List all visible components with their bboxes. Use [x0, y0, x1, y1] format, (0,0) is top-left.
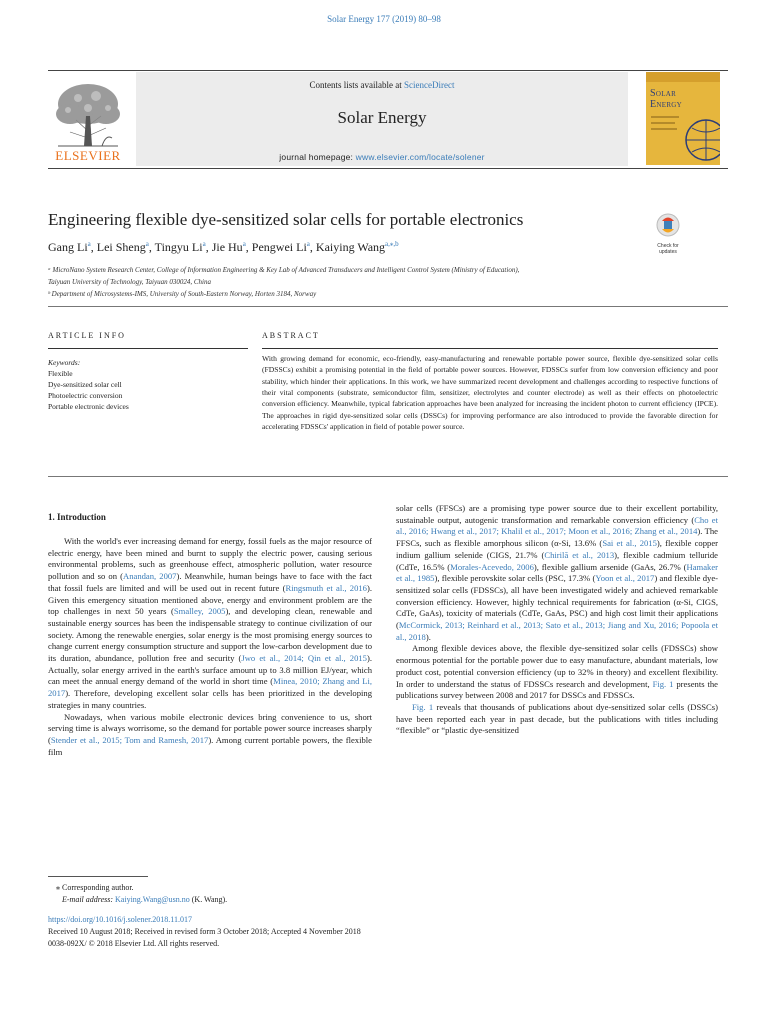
citation-link[interactable]: Hamaker et al., 1985	[396, 561, 718, 584]
affiliation-b: ᵇ Department of Microsystems-IMS, University of South-Eastern Norway, Horten 3184, Norway	[48, 290, 317, 298]
author-name[interactable]: Lei Sheng$^a$	[96, 240, 149, 254]
paragraph: Among flexible devices above, the flexible dye-sensitized solar cells (FDSSCs) show enormous potential for the portable power due to easy manufacture, abundant materials, low product cost, potential conversion efficiency (up to 32% in theory) and excellent flexibility. In order to understand the status of FDSSCs research and development, Fig. 1 presents the publications survey between 2008 and 2017 for DSSCs and FDSSCs.	[396, 643, 718, 701]
keyword-item: Portable electronic devices	[48, 402, 129, 411]
paragraph: solar cells (FFSCs) are a promising type power source due to their excellent portability, sustainable output, autogenic transformation and remarkable conversion efficiency (Cho et al., 2016; Hwang et al., 2017; Khalil et al., 2017; Moon et al., 2016; Zhang et al., 2014). The FFSCs, such as flexible amorphous silicon (α-Si, 13.6% (Sai et al., 2015), flexible copper indium gallium selenide (CIGS, 21.7% (Chirilă et al., 2013), flexible cadmium telluride (CdTe, 16.5% (Morales-Acevedo, 2006), flexible gallium arsenide (GaAs, 26.7% (Hamaker et al., 1985), flexible perovskite solar cells (PSC, 17.3% (Yoon et al., 2017) and flexible dye-sensitized solar cells (FDSSCs), all have been investigated widely and achieved remarkable conversion efficiency. However, highly technical requirements for fabrication (α-Si, CIGS, CdTe, GaAs), toxicity of materials (CdTe, GaAs, PSC) and high cost limit their applications (McCormick, 2013; Reinhard et al., 2013; Sato et al., 2013; Jiang and Xu, 2016; Popoola et al., 2018).	[396, 503, 719, 642]
citation-link[interactable]: Morales-Acevedo, 2006	[450, 561, 534, 572]
citation-link[interactable]: Cho et al., 2016; Hwang et al., 2017; Khalil et al., 2017; Moon et al., 2016; Zhang et al., 2014	[396, 514, 718, 537]
doi-and-dates	[48, 914, 361, 950]
cover-title-line1: Solar	[650, 88, 677, 99]
article-info-heading: ARTICLE INFO	[48, 331, 126, 340]
affiliation-a-line1: ᵃ MicroNano System Research Center, College of Information Engineering & Key Lab of Advanced Transducers and Intelligent Control System (Ministry of Education),	[48, 266, 520, 274]
abstract-text: With growing demand for economic, eco-friendly, easy-manufacturing and renewable portable power source, flexible dye-sensitized solar cells (FDSSCs) exhibit a promising potential in the field of portable power sources. However, FDSSCs surfer from low conversion efficiency and poor stability, which hinder their applications. In this work, we have summarized recent development and challenges according to respective functions of their vital components (substrate, semiconductor film, sensitizer, electrolytes and counter electrode) as well as their effects on photoelectric conversion efficiency. Meanwhile, typical fabrication approaches have been analyzed for increasing the incident photon to current efficiency (IPCE). The approaches in rigid dye-sensitized solar cells (DSSCs) for improving performance are also introduced to provide the favorable direction for accelerating FDSSCs' application in field of potable power source.	[262, 354, 718, 432]
doi-link[interactable]: https://doi.org/10.1016/j.solener.2018.11.017	[48, 915, 192, 924]
cover-text-line	[651, 128, 677, 130]
paragraph: Nowadays, when various mobile electronic devices bring convenience to us, short serving time is always worrisome, so the demand for portable power source increases sharply (Stender et al., 2015; Tom and Ramesh, 2017). Among current portable powers, the flexible film	[48, 711, 372, 757]
citation-link[interactable]: Sai et al., 2015	[602, 538, 657, 549]
author-name[interactable]: Kaiying Wang$^{a,⁎,b}$	[315, 240, 399, 254]
cover-text-line	[651, 116, 679, 118]
citation-link[interactable]: McCormick, 2013; Reinhard et al., 2013; Sato et al., 2013; Jiang and Xu, 2016; Popoola et al., 2018	[396, 620, 718, 642]
elsevier-wordmark: ELSEVIER	[55, 148, 121, 163]
author-name[interactable]: Pengwei Li$^a$	[251, 240, 310, 254]
journal-homepage-link[interactable]: www.elsevier.com/locate/solener	[355, 152, 485, 162]
footnote	[48, 882, 227, 906]
cover-globe-graphic	[682, 116, 720, 162]
contents-prefix: Contents lists available at	[309, 80, 402, 90]
body-column-left	[48, 536, 372, 758]
section-heading-introduction: 1. Introduction	[48, 512, 106, 522]
received-dates: Received 10 August 2018; Received in revised form 3 October 2018; Accepted 4 November 2018	[48, 927, 361, 936]
affiliation-a-line2: Taiyuan University of Technology, Taiyuan 030024, China	[48, 278, 211, 286]
abstract-rule-bottom	[48, 476, 728, 477]
title-block-rule	[48, 306, 728, 307]
check-updates-label: Check for updates	[657, 243, 679, 255]
citation-link[interactable]: Chirilă et al., 2013	[544, 549, 615, 560]
cover-top-strip	[646, 72, 720, 82]
journal-cover-thumbnail[interactable]	[646, 72, 720, 165]
author-list: Gang Li$^a$, Lei Sheng$^a$, Tingyu Li$^a$, Jie Hu$^a$, Pengwei Li$^a$, Kaiying Wang$^{a,⁎,b}$	[48, 240, 399, 254]
author-name[interactable]: Jie Hu$^a$	[211, 240, 246, 254]
keyword-item: Photoelectric conversion	[48, 391, 123, 400]
cover-title-line2: Energy	[650, 99, 683, 110]
figure-link[interactable]: Fig. 1	[652, 678, 674, 689]
keywords-block	[48, 357, 129, 412]
article-title: Engineering flexible dye-sensitized solar cells for portable electronics	[48, 210, 524, 229]
check-for-updates-badge[interactable]	[652, 212, 684, 255]
header-bottom-rule	[48, 168, 728, 169]
citation-link[interactable]: Minea, 2010; Zhang and Li, 2017	[48, 676, 372, 699]
citation-link[interactable]: Jwo et al., 2014; Qin et al., 2015	[241, 653, 367, 664]
citation-link[interactable]: Ringsmuth et al., 2016	[285, 582, 367, 593]
paragraph: With the world's ever increasing demand for energy, fossil fuels as the major resource of electric energy, have been mined and burnt to supply the electric power, causing serious environmental problems, such as greenhouse effect, atmospheric pollution, water resource pollution and so on (Anandan, 2007). Meanwhile, human beings have to face with the fact that fossil fuels are limited and will be used out in recent future (Ringsmuth et al., 2016). Given this emergency situation mentioned above, energy and environment problem are the top challenges in next 50 years (Smalley, 2005), and developing clean, renewable and sustainable energy sources has been the indispensable strategy to continue civilization of our society. Among the renewable energies, solar energy is the most promising energy sources to change current energy consumption structure and support the low-carbon development due to its duration, abundance, pollution free and security (Jwo et al., 2014; Qin et al., 2015). Actually, solar energy arrived in the earth's surface amount up to 3.8 million EJ/year, which can meet the annual energy demand of the world in short time (Minea, 2010; Zhang and Li, 2017). Therefore, developing excellent solar cells has been prioritized in the developing strategies in many countries.	[48, 536, 373, 710]
email-line: E-mail address: Kaiying.Wang@usn.no (K. Wang).	[62, 895, 228, 904]
abstract-heading: ABSTRACT	[262, 331, 320, 340]
author-name[interactable]: Tingyu Li$^a$	[154, 240, 206, 254]
keyword-item: Flexible	[48, 369, 73, 378]
author-name[interactable]: Gang Li$^a$	[48, 240, 91, 254]
check-updates-icon	[652, 212, 684, 238]
cover-text-line	[651, 122, 675, 124]
author-email-link[interactable]: Kaiying.Wang@usn.no	[115, 895, 190, 904]
homepage-line	[136, 152, 628, 162]
figure-link[interactable]: Fig. 1	[412, 701, 434, 712]
citation-link[interactable]: Smalley, 2005	[173, 606, 226, 617]
corresponding-author-note: ⁎ Corresponding author.	[56, 883, 134, 892]
footnote-rule	[48, 876, 148, 877]
article-info-rule	[48, 348, 248, 349]
homepage-prefix: journal homepage:	[279, 152, 354, 162]
citation-link[interactable]: Stender et al., 2015; Tom and Ramesh, 2017	[50, 734, 209, 745]
contents-line	[136, 80, 628, 90]
citation-link[interactable]: Yoon et al., 2017	[595, 573, 655, 584]
citation-link[interactable]: Anandan, 2007	[123, 571, 177, 582]
journal-reference-link[interactable]: Solar Energy 177 (2019) 80–98	[327, 14, 441, 24]
journal-name: Solar Energy	[337, 108, 427, 127]
paragraph: Fig. 1 reveals that thousands of publications about dye-sensitized solar cells (DSSCs) have been reported each year in past decade, but the publications with titles including “flexible” or “plastic dye-sensitized	[396, 701, 718, 736]
copyright-line: 0038-092X/ © 2018 Elsevier Ltd. All rights reserved.	[48, 939, 220, 948]
header-top-rule	[48, 70, 728, 71]
keyword-item: Dye-sensitized solar cell	[48, 380, 122, 389]
sciencedirect-link[interactable]: ScienceDirect	[404, 80, 455, 90]
body-column-right	[396, 503, 718, 737]
abstract-rule-top	[262, 348, 718, 349]
keywords-label: Keywords:	[48, 358, 81, 367]
